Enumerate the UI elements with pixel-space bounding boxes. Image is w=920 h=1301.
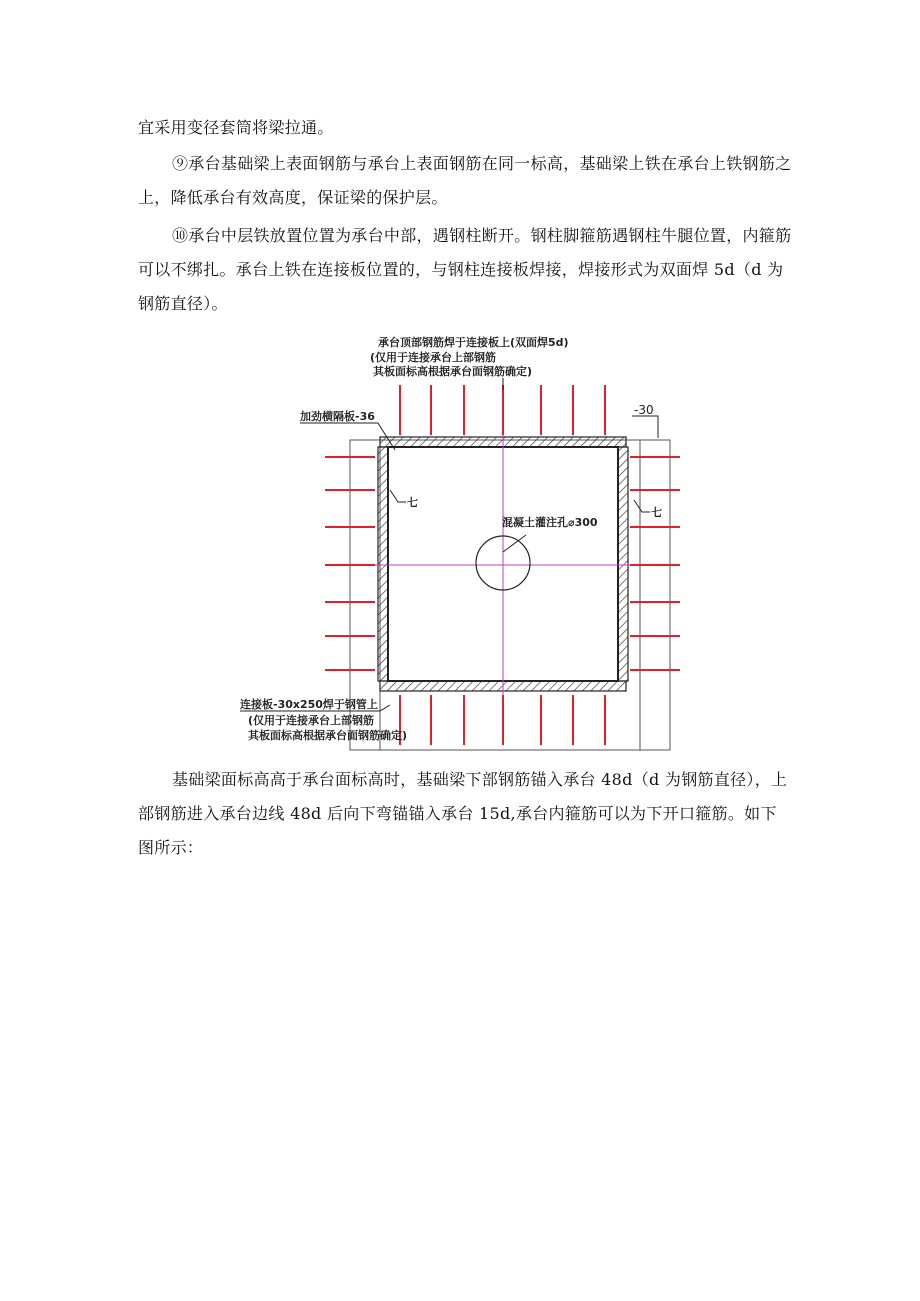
paragraph-continuation: 宜采用变径套筒将梁拉通。 bbox=[138, 118, 334, 137]
tube-wall-left bbox=[378, 447, 388, 681]
plate30-leader bbox=[632, 416, 658, 438]
label-top-line3: 其板面标高根据承台面钢筋确定) bbox=[373, 365, 533, 378]
steel-column-cap-diagram bbox=[230, 330, 690, 755]
label-weld-left: 七 bbox=[407, 496, 418, 509]
label-top-line2: (仅用于连接承台上部钢筋 bbox=[370, 351, 497, 364]
label-pour-hole: 混凝土灌注孔⌀300 bbox=[502, 516, 598, 529]
right-side-plate bbox=[640, 440, 670, 750]
weld-right-leader bbox=[634, 500, 650, 512]
weld-left-leader bbox=[390, 490, 406, 502]
diagram-svg bbox=[230, 330, 690, 755]
label-plate-30: -30 bbox=[634, 403, 654, 417]
right-rebars bbox=[630, 457, 680, 670]
label-stiffener: 加劲横隔板-36 bbox=[300, 410, 375, 423]
paragraph-item-9: ⑨承台基础梁上表面钢筋与承台上表面钢筋在同一标高，基础梁上铁在承台上铁钢筋之上，降低承台有效高度，保证梁的保护层。 bbox=[138, 154, 792, 207]
label-bottom-line3: 其板面标高根据承台面钢筋确定) bbox=[248, 729, 408, 742]
bottom-rebars bbox=[400, 695, 605, 745]
tube-wall-right bbox=[618, 447, 628, 681]
label-bottom-line2: (仅用于连接承台上部钢筋 bbox=[248, 714, 375, 727]
pour-hole-leader bbox=[503, 535, 526, 552]
label-top-line1: 承台顶部钢筋焊于连接板上(双面焊5d) bbox=[378, 336, 569, 349]
label-weld-right: 七 bbox=[651, 506, 662, 519]
paragraph-beam-elevation: 基础梁面标高高于承台面标高时，基础梁下部钢筋锚入承台 48d（d 为钢筋直径），上部钢筋进入承台边线 48d 后向下弯锚锚入承台 15d,承台内箍筋可以为下开口箍筋。如下图所示： bbox=[138, 770, 788, 857]
paragraph-item-10: ⑩承台中层铁放置位置为承台中部，遇钢柱断开。钢柱脚箍筋遇钢柱牛腿位置，内箍筋可以不绑扎。承台上铁在连接板位置的，与钢柱连接板焊接，焊接形式为双面焊 5d（d 为钢筋直径）。 bbox=[138, 226, 792, 313]
label-bottom-line1: 连接板-30x250焊于钢管上 bbox=[240, 698, 378, 711]
top-rebars bbox=[400, 385, 605, 435]
